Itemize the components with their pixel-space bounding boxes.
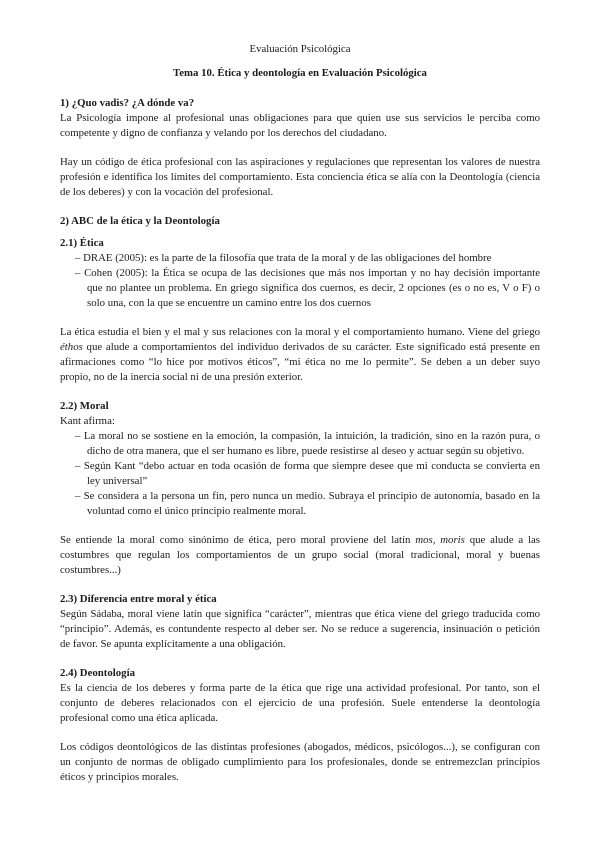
section-2-4-paragraph-1: Es la ciencia de los deberes y forma parte de la ética que rige una actividad profesional. Por tanto, son el conjunto de deberes relacionados con el ejercicio de una profesión. Suele entenderse la deontología profesional como una ética aplicada. <box>60 682 540 724</box>
section-2-2-heading: 2.2) Moral <box>60 400 109 412</box>
paragraph-text: La ética estudia el bien y el mal y sus relaciones con la moral y el comportamiento humano. Viene del griego <box>60 326 540 338</box>
page-subtitle: Tema 10. Ética y deontología en Evaluación Psicológica <box>173 67 427 79</box>
italic-term-mos-moris: mos, moris <box>415 534 465 546</box>
italic-term-ethos: éthos <box>60 341 83 353</box>
section-2-4-heading: 2.4) Deontología <box>60 667 135 679</box>
section-1-paragraph-1: La Psicología impone al profesional unas obligaciones para que quien use sus servicios le perciba como competente y digno de confianza y velando por los derechos del ciudadano. <box>60 112 540 139</box>
section-2-heading: 2) ABC de la ética y la Deontología <box>60 215 220 227</box>
paragraph-text: que alude a las costumbres que regulan los comportamientos de un grupo social (moral tradicional, moral y buenas costumbres...) <box>60 534 540 576</box>
section-2-1-heading: 2.1) Ética <box>60 237 104 249</box>
section-2-3-paragraph: Según Sádaba, moral viene latín que significa “carácter”, mientras que ética viene del griego traducida como “principio”. Además, es contundente respecto al deber ser. No se reduce a sugerencia, insinuación o petición de favor. Se apunta explícitamente a una obligación. <box>60 608 540 650</box>
section-2-4-paragraph-2: Los códigos deontológicos de las distintas profesiones (abogados, médicos, psicólogos...), se configuran con un conjunto de normas de obligado cumplimiento para los profesionales, donde se entremezclan principios éticos y principios morales. <box>60 741 540 783</box>
section-2-3-heading: 2.3) Diferencia entre moral y ética <box>60 593 217 605</box>
bullet-item: – Se considera a la persona un fin, pero nunca un medio. Subraya el principio de autonomía, basado en la voluntad como el único principio realmente moral. <box>75 490 540 517</box>
page-title: Evaluación Psicológica <box>249 43 351 55</box>
section-2-1-bullet-list <box>60 251 540 311</box>
paragraph-text: que alude a comportamientos del individuo derivados de su carácter. Este significado está presente en afirmaciones como “lo hice por motivos éticos”, “mi ética no me lo permite”. Se deben a un deber suyo propio, no de la inercia social ni de una presión exterior. <box>60 341 540 383</box>
paragraph-text: Se entiende la moral como sinónimo de ética, pero moral proviene del latín <box>60 534 416 546</box>
section-1-paragraph-2: Hay un código de ética profesional con las aspiraciones y regulaciones que representan los valores de nuestra profesión e identifica los límites del comportamiento. Esta conciencia ética se alía con la Deontología (ciencia de los deberes) y con la vocación del profesional. <box>60 156 540 198</box>
bullet-item: – Cohen (2005): la Ética se ocupa de las decisiones que más nos importan y no hay decisión importante que no plantee un problema. En griego significa dos cuernos, es decir, 2 opciones (es o no es, V o F) o solo una, con la que se encuentre un camino entre los dos cuernos <box>75 267 540 309</box>
section-1-heading: 1) ¿Quo vadis? ¿A dónde va? <box>60 97 195 109</box>
bullet-item: – Según Kant “debo actuar en toda ocasión de forma que siempre desee que mi conducta se convierta en ley universal” <box>75 460 540 487</box>
section-2-2-bullet-list <box>60 429 540 519</box>
section-2-2-paragraph <box>60 533 540 578</box>
section-2-1-paragraph <box>60 325 540 385</box>
section-2-2-intro: Kant afirma: <box>60 415 115 427</box>
bullet-item: – La moral no se sostiene en la emoción, la compasión, la intuición, la tradición, sino en la razón pura, o dicho de otra manera, que el ser humano es libre, puede resistirse al deseo y actuar según su objetivo. <box>75 430 540 457</box>
bullet-item: – DRAE (2005): es la parte de la filosofía que trata de la moral y de las obligaciones del hombre <box>75 252 492 264</box>
